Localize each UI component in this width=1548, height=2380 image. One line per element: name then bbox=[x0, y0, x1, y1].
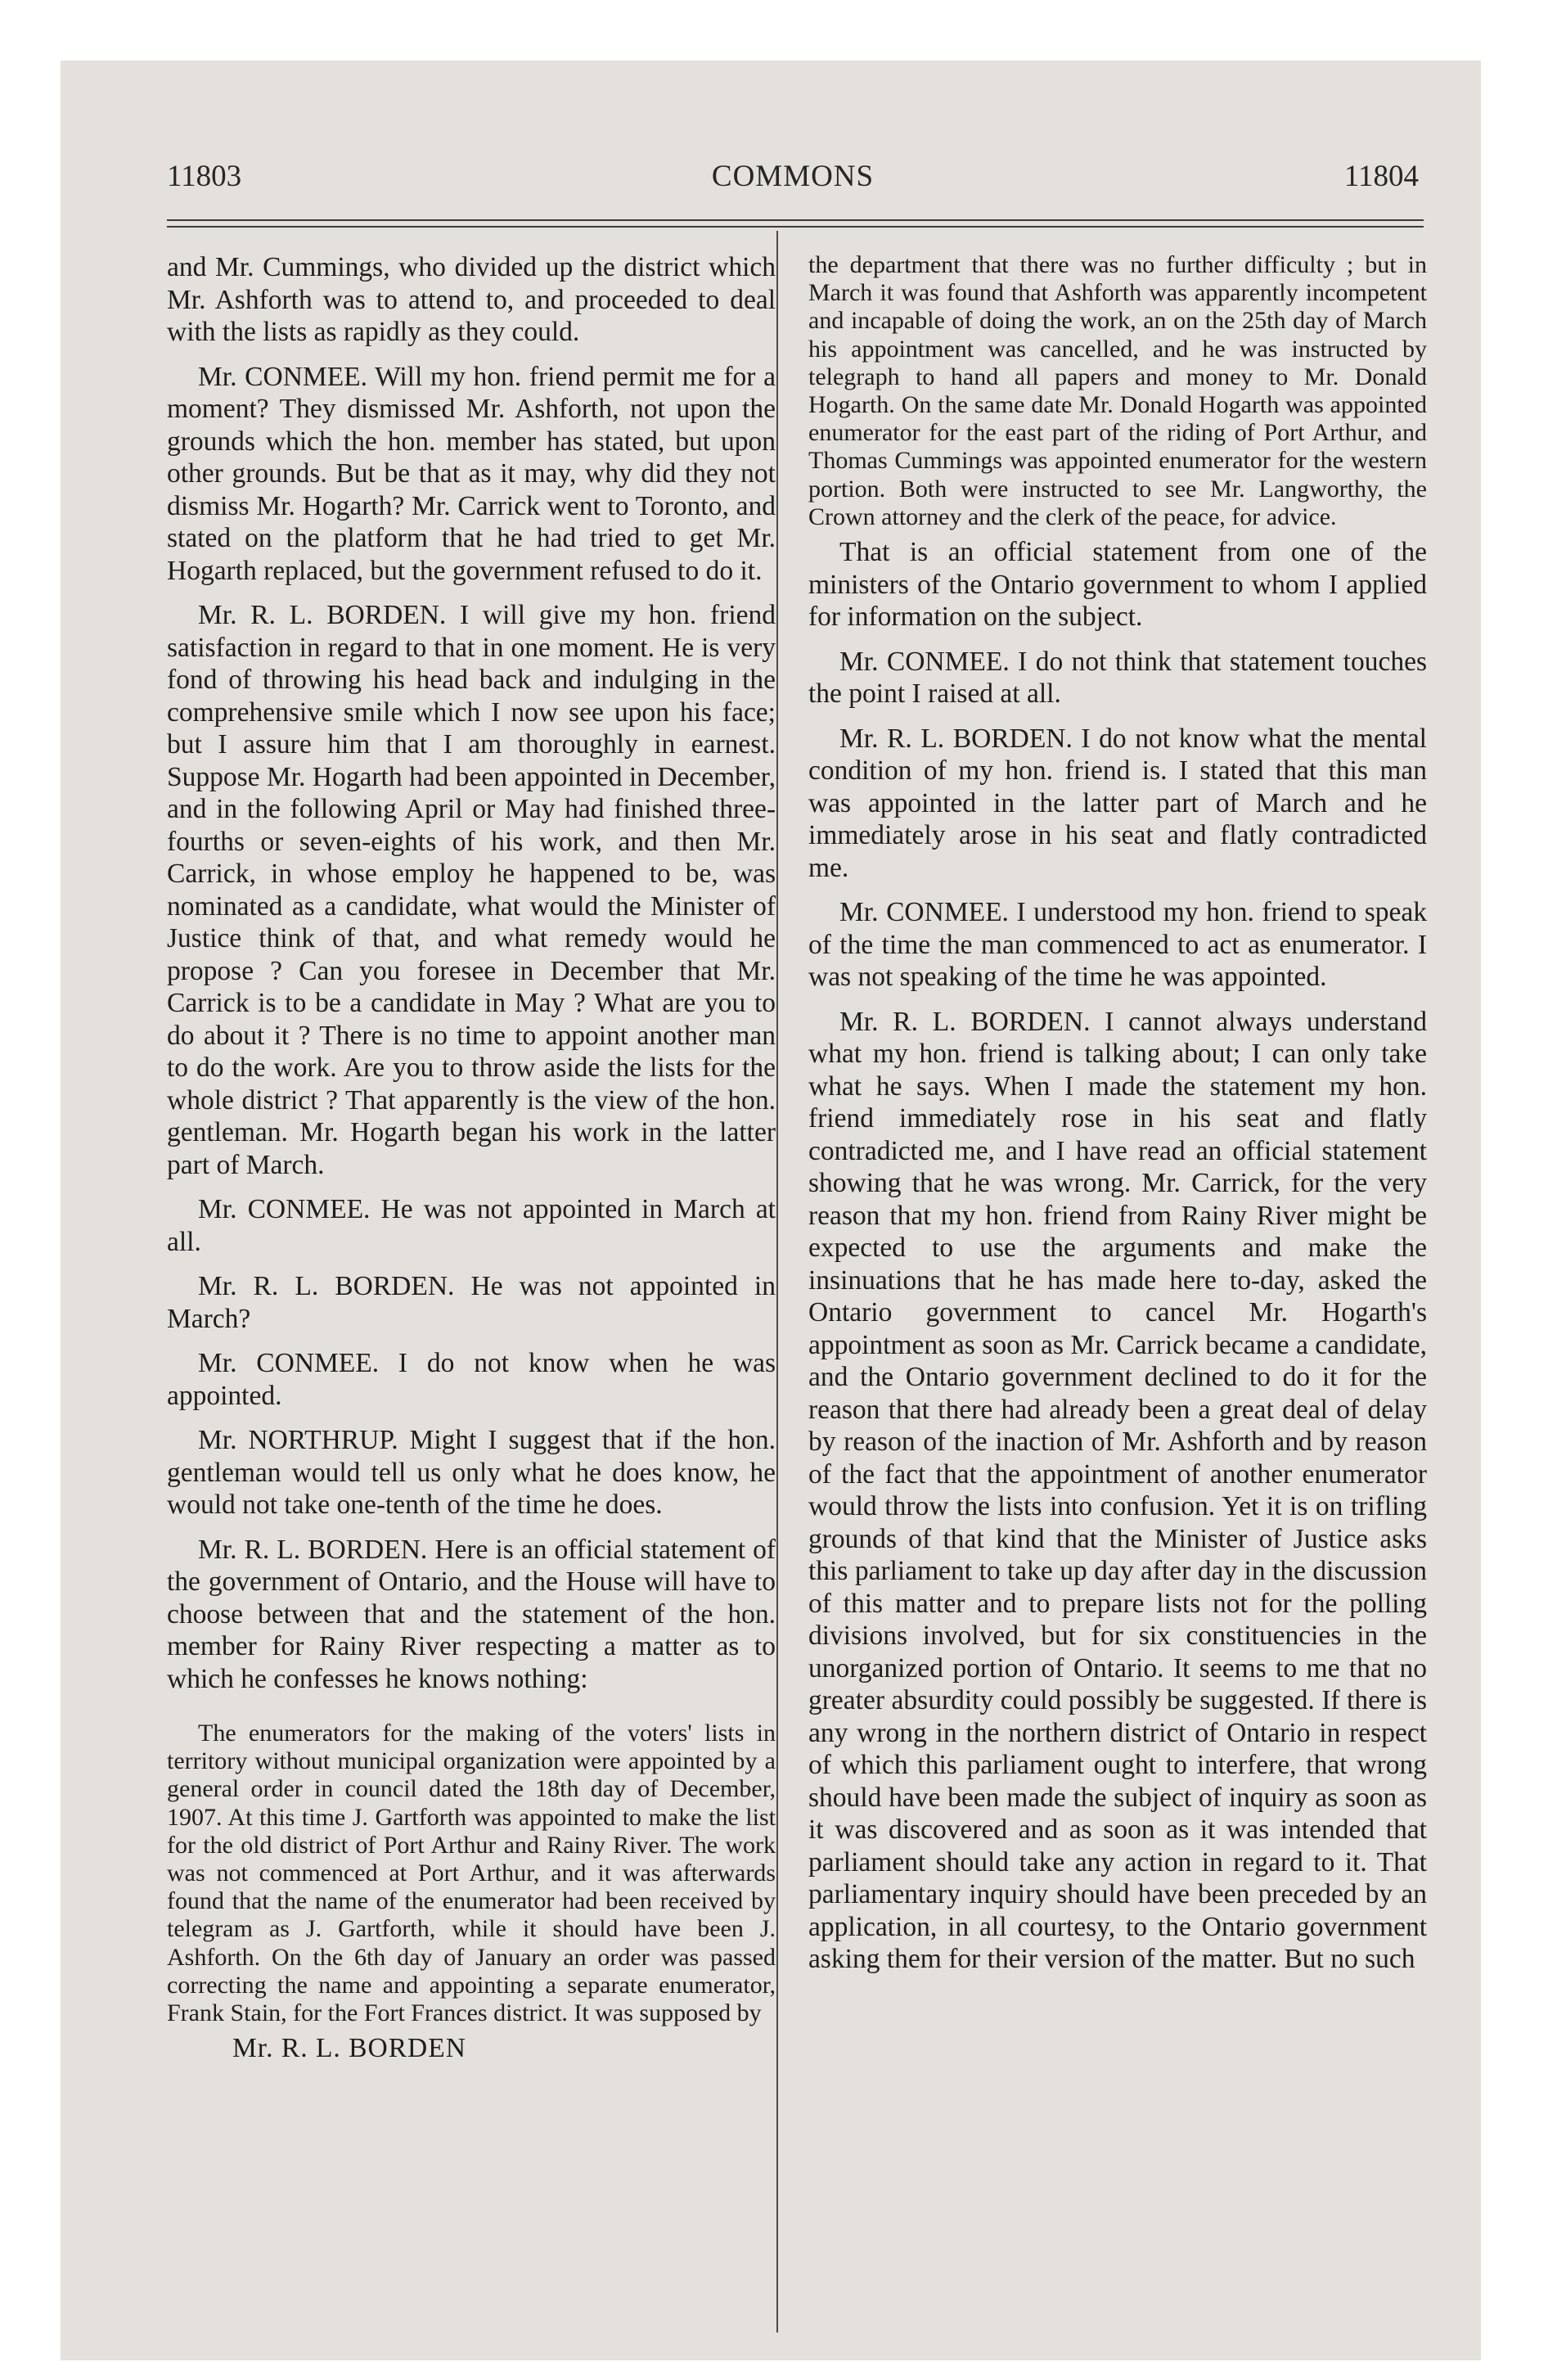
paragraph: and Mr. Cummings, who divided up the district which Mr. Ashforth was to attend to, and proceeded to deal with the lists as rapidly as they could. bbox=[167, 252, 776, 347]
right-column bbox=[808, 251, 1427, 1988]
paragraph: Mr. R. L. BORDEN. He was not appointed in March? bbox=[167, 1271, 776, 1334]
paragraph: Mr. CONMEE. I do not think that statement touches the point I raised at all. bbox=[808, 646, 1427, 710]
page-number-right: 11804 bbox=[1343, 160, 1419, 193]
paragraph: Mr. CONMEE. I understood my hon. friend to speak of the time the man commenced to act as enumerator. I was not speaking of the time he was appointed. bbox=[808, 897, 1427, 993]
paragraph: Mr. R. L. BORDEN. Here is an official statement of the government of Ontario, and the House will have to choose between that and the statement of the hon. member for Rainy River respecting a matter as to which he confesses he knows nothing: bbox=[167, 1534, 776, 1694]
document-page bbox=[61, 61, 1481, 2360]
running-title: COMMONS bbox=[711, 160, 875, 193]
page-number-left: 11803 bbox=[167, 160, 242, 193]
paragraph: Mr. R. L. BORDEN. I cannot always understand what my hon. friend is talking about; I can only take what he says. When I made the statement my hon. friend immediately rose in his seat and flatly contradicted me, and I have read an official statement showing that he was wrong. Mr. Carrick, for the very reason that my hon. friend from Rainy River might be expected to use the arguments and make the insinuations that he has made here to-day, asked the Ontario government to cancel Mr. Hogarth's appointment as soon as Mr. Carrick became a candidate, and the Ontario government declined to do it for the reason that there had already been a great deal of delay by reason of the inaction of Mr. Ashforth and by reason of the fact that the appointment of another enumerator would throw the lists into confusion. Yet it is on trifling grounds of that kind that the Minister of Justice asks this parliament to take up day after day in the discussion of this matter and to prepare lists not for the polling divisions involved, but for six constituencies in the unorganized portion of Ontario. It seems to me that no greater absurdity could possibly be suggested. If there is any wrong in the northern district of Ontario in respect of which this parliament ought to interfere, that wrong should have been made the subject of inquiry as soon as it was discovered and as soon as it was intended that parliament should take any action in regard to it. That parliamentary inquiry should have been preceded by an application, in all courtesy, to the Ontario government asking them for their version of the matter. But no such bbox=[808, 1006, 1427, 1975]
paragraph: Mr. CONMEE. Will my hon. friend permit me for a moment? They dismissed Mr. Ashforth, not upon the grounds which the hon. member has stated, but upon other grounds. But be that as it may, why did they not dismiss Mr. Hogarth? Mr. Carrick went to Toronto, and stated on the platform that he had tried to get Mr. Hogarth replaced, but the government refused to do it. bbox=[167, 361, 776, 586]
paragraph: Mr. CONMEE. I do not know when he was appointed. bbox=[167, 1348, 776, 1411]
quoted-statement: The enumerators for the making of the voters' lists in territory without municipal organization were appointed by a general order in council dated the 18th day of December, 1907. At this time J. Gartforth was appointed to make the list for the old district of Port Arthur and Rainy River. The work was not commenced at Port Arthur, and it was afterwards found that the name of the enumerator had been received by telegram as J. Gartforth, while it should have been J. Ashforth. On the 6th day of January an order was passed correcting the name and appointing a separate enumerator, Frank Stain, for the Fort Frances district. It was supposed by bbox=[167, 1720, 776, 2027]
paragraph: Mr. CONMEE. He was not appointed in March at all. bbox=[167, 1194, 776, 1257]
quoted-statement-continued: the department that there was no further difficulty ; but in March it was found that Ashforth was apparently incompetent and incapable of doing the work, an on the 25th day of March his appointment was cancelled, and he was instructed by telegraph to hand all papers and money to Mr. Donald Hogarth. On the same date Mr. Donald Hogarth was appointed enumerator for the east part of the riding of Port Arthur, and Thomas Cummings was appointed enumerator for the western portion. Both were instructed to see Mr. Langworthy, the Crown attorney and the clerk of the peace, for advice. bbox=[808, 251, 1427, 530]
header-rule-top bbox=[167, 219, 1424, 221]
left-column bbox=[167, 251, 776, 2065]
paragraph: That is an official statement from one of the ministers of the Ontario government to whom I applied for information on the subject. bbox=[808, 537, 1427, 633]
page-header bbox=[167, 159, 1419, 208]
header-rule-bottom bbox=[167, 226, 1424, 228]
column-divider bbox=[776, 231, 778, 2333]
paragraph: Mr. NORTHRUP. Might I suggest that if the hon. gentleman would tell us only what he does know, he would not take one-tenth of the time he does. bbox=[167, 1425, 776, 1520]
paragraph: Mr. R. L. BORDEN. I will give my hon. friend satisfaction in regard to that in one moment. He is very fond of throwing his head back and indulging in the comprehensive smile which I now see upon his face; but I assure him that I am thoroughly in earnest. Suppose Mr. Hogarth had been appointed in December, and in the following April or May had finished three-fourths or seven-eights of his work, and then Mr. Carrick, in whose employ he happened to be, was nominated as a candidate, what would the Minister of Justice think of that, and what remedy would he propose ? Can you foresee in December that Mr. Carrick is to be a candidate in May ? What are you to do about it ? There is no time to appoint another man to do the work. Are you to throw aside the lists for the whole district ? That apparently is the view of the hon. gentleman. Mr. Hogarth began his work in the latter part of March. bbox=[167, 600, 776, 1180]
paragraph: Mr. R. L. BORDEN. I do not know what the mental condition of my hon. friend is. I stated that this man was appointed in the latter part of March and he immediately arose in his seat and flatly contradicted me. bbox=[808, 723, 1427, 883]
page-catchword: Mr. R. L. BORDEN bbox=[232, 2033, 466, 2064]
